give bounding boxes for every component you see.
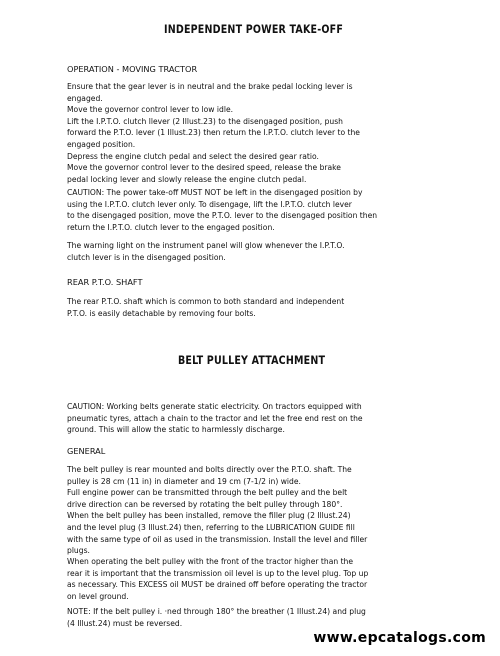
caution-ipto: CAUTION: The power take-off MUST NOT be left in the disengaged position by using the I.P.T.O. clutch lever only. To disengage, lift the I.P.T.O. clutch lever to the disengaged position, move the P.T.O. lever to the disengaged position then return the I.P.T.O. clutch lever to the engaged position.	[67, 188, 378, 232]
section-title-ipto: INDEPENDENT POWER TAKE-OFF	[164, 22, 344, 36]
watermark-text: www.epcatalogs.com	[313, 630, 486, 646]
subhead-operation: OPERATION - MOVING TRACTOR	[67, 64, 198, 74]
paragraph-general: The belt pulley is rear mounted and bolts directly over the P.T.O. shaft. The pulley is 28 cm (11 in) in diameter and 19 cm (7-1/2 in) wide. Full engine power can be transmitted through the belt pulley and the belt drive direction can be reversed by rotating the belt pulley through 180°. When the belt pulley has been installed, remove the filler plug (2 Illust.24) and the level plug (3 Illust.24) then, referring to the LUBRICATION GUIDE fill with the same type of oil as used in the transmission. Install the level and filler plugs.	[67, 465, 368, 556]
paragraph-operation: Ensure that the gear lever is in neutral and the brake pedal locking lever is engaged. Move the governor control lever to low idle. Lift the I.P.T.O. clutch llever (2 Illust.23) to the disengaged position, push forward the P.T.O. lever (1 Illust.23) then return the I.P.T.O. clutch lever to the engaged position. Depress the engine clutch pedal and select the desired gear ratio. Move the governor control lever to the desired speed, release the brake pedal locking lever and slowly release the engine clutch pedal.	[67, 82, 360, 184]
subhead-rear-pto: REAR P.T.O. SHAFT	[67, 277, 143, 287]
paragraph-rear-pto: The rear P.T.O. shaft which is common to both standard and independent P.T.O. is easily detachable by removing four bolts.	[67, 297, 345, 318]
paragraph-warning-light: The warning light on the instrument panel will glow whenever the I.P.T.O. clutch lever is in the disengaged position.	[67, 241, 345, 262]
section-title-belt-pulley: BELT PULLEY ATTACHMENT	[178, 353, 326, 367]
subhead-general: GENERAL	[67, 446, 106, 456]
caution-belt: CAUTION: Working belts generate static electricity. On tractors equipped with pneumatic tyres, attach a chain to the tractor and let the free end rest on the ground. This will allow the static to harmlessly discharge.	[67, 402, 363, 435]
paragraph-operating: When operating the belt pulley with the front of the tractor higher than the rear it is important that the transmission oil level is up to the level plug. Top up as necessary. This EXCESS oil MUST be drained off before operating the tractor on level ground.	[67, 557, 369, 601]
note-belt-pulley: NOTE: If the belt pulley i. ·ned through 180° the breather (1 Illust.24) and plug (4 Illust.24) must be reversed.	[67, 607, 366, 628]
